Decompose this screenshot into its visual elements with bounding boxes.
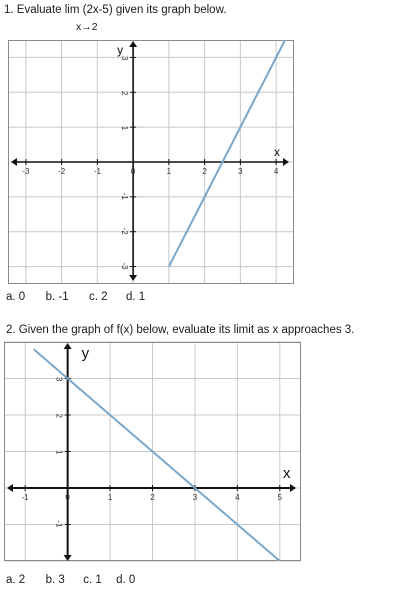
q1-choice-b[interactable]: b. -1 <box>45 291 69 303</box>
y-axis-label: y <box>81 345 90 362</box>
y-axis-arrow-down <box>129 275 137 281</box>
x-tick-label: -3 <box>22 167 30 176</box>
x-tick-label: 3 <box>192 493 198 502</box>
q2-choice-c[interactable]: c. 1 <box>83 574 102 586</box>
question-2-choices <box>6 573 135 587</box>
q2-choice-b[interactable]: b. 3 <box>45 574 65 586</box>
graph-1 <box>8 40 294 284</box>
x-tick-label: 0 <box>65 493 70 502</box>
x-axis-arrow-right <box>283 158 289 166</box>
y-tick-label: -1 <box>120 192 130 200</box>
y-tick-label: 1 <box>120 125 130 131</box>
x-axis-label: x <box>274 145 280 159</box>
y-tick-label: -2 <box>120 227 130 235</box>
x-tick-label: -1 <box>93 167 101 176</box>
graph-1-svg <box>8 40 294 284</box>
question-2-prompt: 2. Given the graph of f(x) below, evaluate its limit as x approaches 3. <box>6 324 355 336</box>
x-tick-label: -1 <box>21 493 29 502</box>
x-tick-label: 3 <box>238 167 243 176</box>
x-tick-label: 1 <box>166 167 172 176</box>
y-axis-arrow-up <box>129 41 137 47</box>
x-tick-label: 2 <box>202 167 207 176</box>
x-axis-arrow-left <box>11 158 17 166</box>
y-tick-label: 3 <box>120 55 130 61</box>
y-tick-label: -3 <box>120 262 130 270</box>
y-tick-label: 3 <box>54 377 64 382</box>
x-tick-label: 1 <box>107 493 113 502</box>
x-tick-label: 4 <box>235 493 240 502</box>
x-axis-arrow-right <box>290 484 296 492</box>
q1-choice-c[interactable]: c. 2 <box>89 291 108 303</box>
q2-choice-d[interactable]: d. 0 <box>116 574 136 586</box>
function-line <box>34 349 301 579</box>
y-tick-label: 2 <box>54 413 64 418</box>
x-tick-label: 5 <box>277 493 283 502</box>
x-tick-label: 0 <box>130 167 136 176</box>
x-tick-label: 4 <box>273 167 279 176</box>
q1-choice-d[interactable]: d. 1 <box>125 291 146 303</box>
x-axis-label: x <box>283 465 291 482</box>
graph-2 <box>4 342 301 561</box>
y-tick-label: 2 <box>120 90 130 96</box>
x-tick-label: 2 <box>150 493 155 502</box>
x-axis-arrow-left <box>7 484 13 492</box>
y-axis-arrow-up <box>64 343 72 349</box>
graph-2-svg <box>4 342 301 561</box>
y-tick-label: -1 <box>54 520 64 528</box>
question-1-choices <box>6 290 145 304</box>
q2-choice-a[interactable]: a. 2 <box>6 574 26 586</box>
y-tick-label: 1 <box>54 450 64 455</box>
y-axis-label: y <box>117 43 124 57</box>
limit-subscript: x→2 <box>76 21 98 33</box>
x-tick-label: -2 <box>58 167 66 176</box>
question-1-prompt: 1. Evaluate lim (2x-5) given its graph below. <box>4 4 227 16</box>
q1-choice-a[interactable]: a. 0 <box>6 291 26 303</box>
